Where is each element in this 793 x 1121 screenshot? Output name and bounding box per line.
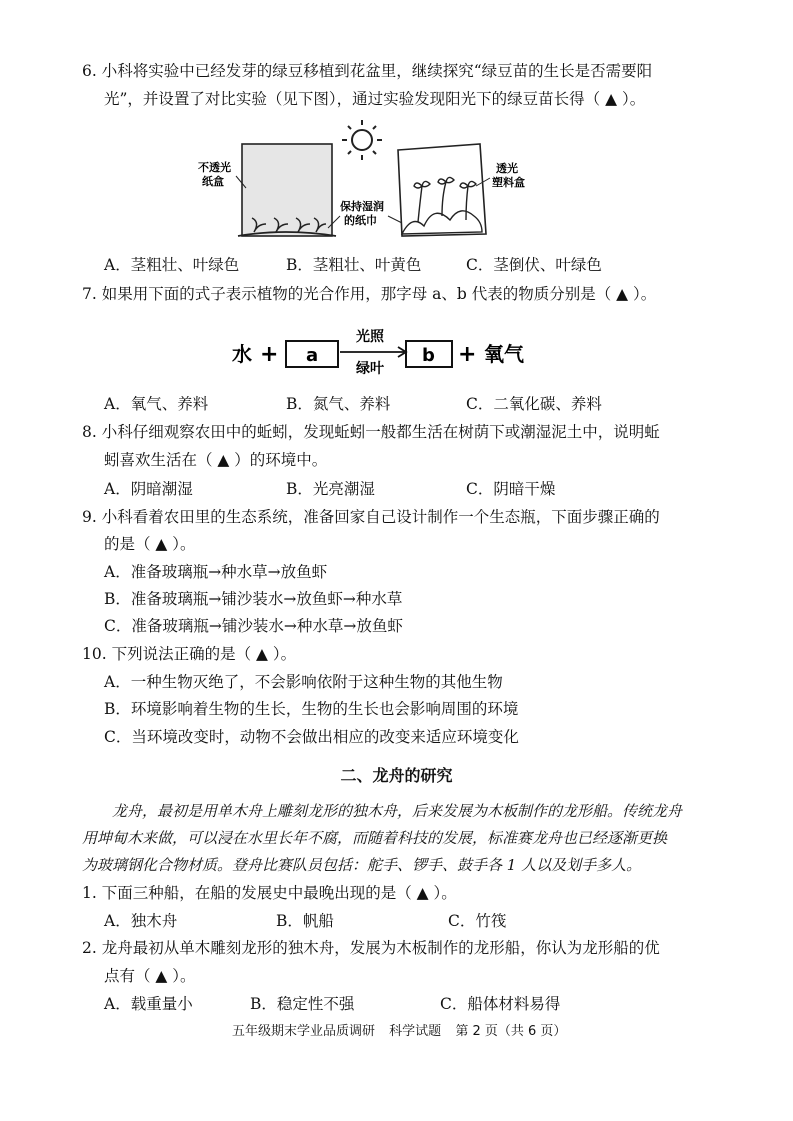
q7-line1: 7. 如果用下面的式子表示植物的光合作用，那字母 a、b 代表的物质分别是（ ▲ ）。: [82, 285, 657, 303]
q10-option-b: B．环境影响着生物的生长，生物的生长也会影响周围的环境: [104, 700, 519, 718]
q9-option-c: C．准备玻璃瓶→铺沙装水→种水草→放鱼虾: [104, 617, 403, 635]
s2q1-option-b: B．帆船: [276, 912, 334, 930]
q9-line2: 的是（ ▲ ）。: [104, 535, 196, 553]
q9-option-a: A．准备玻璃瓶→种水草→放鱼虾: [104, 563, 328, 581]
formula-condition-top: 光照: [356, 329, 384, 345]
wet-tissue-label-2: 的纸巾: [344, 214, 377, 227]
transparent-box-label-1: 透光: [496, 162, 518, 175]
formula-oxygen: 氧气: [484, 342, 524, 366]
q7-option-b: B．氮气、养料: [286, 395, 391, 413]
formula-water: 水: [232, 342, 252, 366]
q7-option-c: C．二氧化碳、养料: [466, 395, 602, 413]
opaque-box-label-2: 纸盒: [202, 175, 224, 188]
s2q2-option-a: A．载重量小: [104, 995, 193, 1013]
s2q2-line2: 点有（ ▲ ）。: [104, 967, 196, 985]
q8-option-c: C．阴暗干燥: [466, 480, 556, 498]
q7-option-a: A．氧气、养料: [104, 395, 209, 413]
section-paragraph-line3: 为玻璃钢化合物材质。登舟比赛队员包括：舵手、锣手、鼓手各 1 人以及划手多人。: [82, 856, 642, 874]
q8-option-b: B．光亮潮湿: [286, 480, 375, 498]
q6-option-b: B．茎粗壮、叶黄色: [286, 256, 422, 274]
s2q2-option-c: C．船体材料易得: [440, 995, 561, 1013]
opaque-box-label-1: 不透光: [198, 161, 231, 174]
q8-line2: 蚓喜欢生活在（ ▲ ）的环境中。: [104, 451, 328, 469]
formula-a: a: [306, 345, 319, 366]
formula-b: b: [422, 345, 435, 366]
s2q1-option-a: A．独木舟: [104, 912, 178, 930]
page-footer: [232, 1020, 576, 1039]
footer-subject: 科学试题: [389, 1024, 442, 1039]
q8-line1: 8. 小科仔细观察农田中的蚯蚓，发现蚯蚓一般都生活在树荫下或潮湿泥土中，说明蚯: [82, 423, 660, 441]
q6-option-c: C．茎倒伏、叶绿色: [466, 256, 602, 274]
transparent-box: [398, 144, 486, 236]
q10-option-c: C．当环境改变时，动物不会做出相应的改变来适应环境变化: [104, 728, 519, 746]
formula-condition-bottom: 绿叶: [356, 361, 384, 377]
q6-line2: 光”，并设置了对比实验（见下图），通过实验发现阳光下的绿豆苗长得（ ▲ ）。: [104, 90, 646, 108]
q9-line1: 9. 小科看着农田里的生态系统，准备回家自己设计制作一个生态瓶，下面步骤正确的: [82, 508, 660, 526]
section-paragraph-line2: 用坤甸木来做，可以浸在水里长年不腐，而随着科技的发展，标准赛龙舟也已经逐渐更换: [82, 829, 668, 847]
photosynthesis-formula: [230, 324, 540, 380]
formula-plus-1: +: [260, 342, 279, 367]
footer-exam-name: 五年级期末学业品质调研: [232, 1024, 376, 1039]
seedling-experiment-figure: [190, 116, 550, 246]
sun-icon: [342, 120, 382, 160]
q6-option-a: A．茎粗壮、叶绿色: [104, 256, 240, 274]
q10-line1: 10. 下列说法正确的是（ ▲ ）。: [82, 645, 297, 663]
transparent-box-label-2: 塑料盒: [492, 176, 525, 189]
q8-option-a: A．阴暗潮湿: [104, 480, 193, 498]
s2q1-option-c: C．竹筏: [448, 912, 507, 930]
q9-option-b: B．准备玻璃瓶→铺沙装水→放鱼虾→种水草: [104, 590, 403, 608]
opaque-box: [238, 144, 336, 236]
s2q1-line1: 1. 下面三种船，在船的发展史中最晚出现的是（ ▲ ）。: [82, 884, 457, 902]
footer-page-number: 第 2 页（共 6 页）: [455, 1024, 567, 1039]
section-paragraph-line1: 龙舟，最初是用单木舟上雕刻龙形的独木舟，后来发展为木板制作的龙形船。传统龙舟: [112, 802, 683, 820]
q10-option-a: A．一种生物灭绝了，不会影响依附于这种生物的其他生物: [104, 673, 503, 691]
s2q2-line1: 2. 龙舟最初从单木雕刻龙形的独木舟，发展为木板制作的龙形船，你认为龙形船的优: [82, 939, 660, 957]
s2q2-option-b: B．稳定性不强: [250, 995, 355, 1013]
wet-tissue-label-1: 保持湿润: [340, 200, 384, 213]
q6-line1: 6. 小科将实验中已经发芽的绿豆移植到花盆里，继续探究“绿豆苗的生长是否需要阳: [82, 62, 653, 80]
formula-plus-2: +: [458, 342, 477, 367]
section-title: 二、龙舟的研究: [340, 766, 453, 785]
